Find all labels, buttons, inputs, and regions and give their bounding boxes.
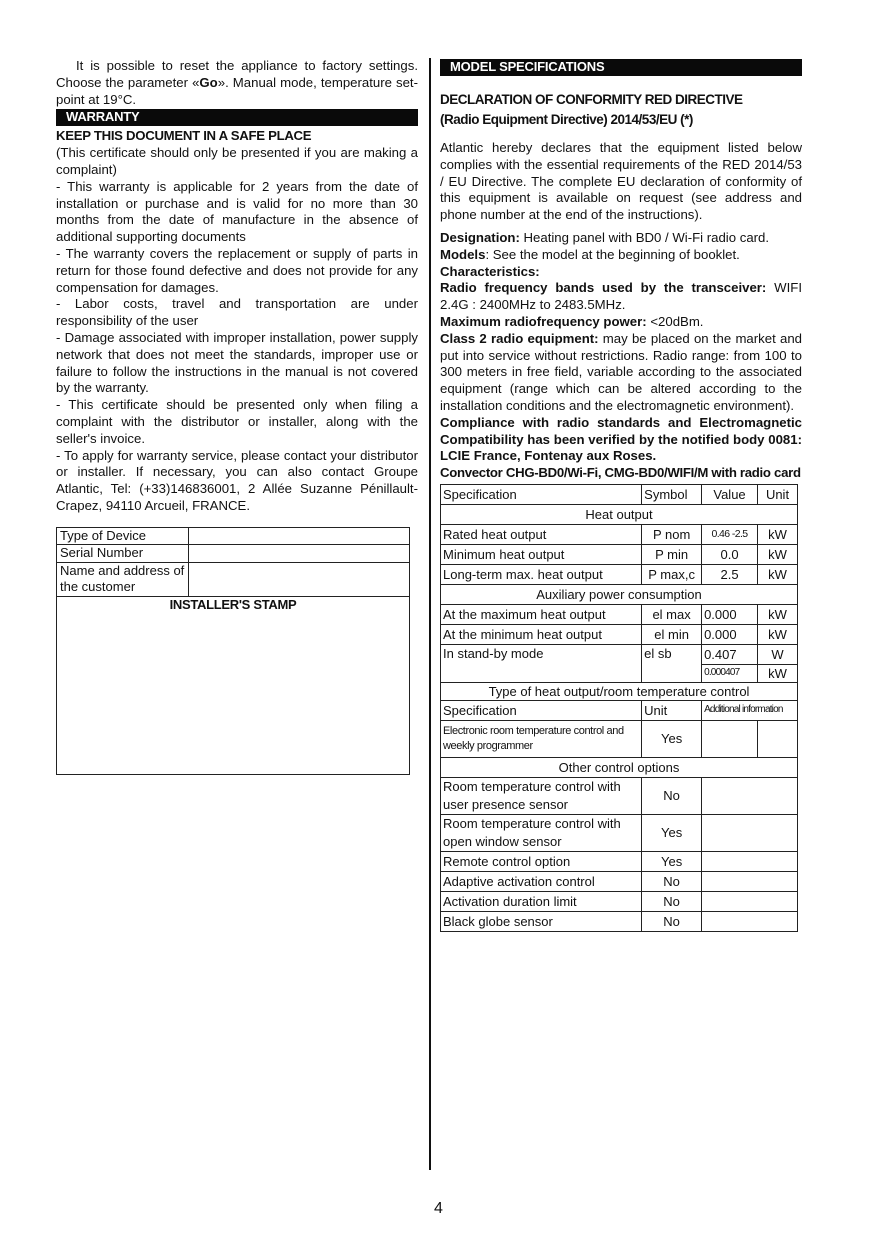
value-cell: Yes — [642, 851, 702, 871]
left-column — [56, 58, 418, 775]
unit-cell: kW — [758, 524, 798, 544]
spec-cell: Activation duration limit — [441, 891, 642, 911]
warranty-item: (This certificate should only be presented if you are making a complaint) — [56, 145, 418, 177]
compliance-text: Compliance with radio standards and Electromagnetic Compatibility has been verified by the notified body 0081: LCIE France, Fontenay aux Roses. — [440, 414, 802, 464]
heat-output-title: Heat output — [441, 504, 798, 524]
type-of-device-field[interactable] — [189, 527, 410, 545]
column-divider — [429, 58, 431, 1170]
warranty-item: - Labor costs, travel and transportation are under responsibility of the user — [56, 296, 418, 329]
value-cell: 2.5 — [702, 564, 758, 584]
spec-cell: Electronic room temperature control and weekly programmer — [441, 720, 642, 757]
spec-cell: Black globe sensor — [441, 911, 642, 931]
designation-value: Heating panel with BD0 / Wi-Fi radio card. — [519, 229, 770, 245]
go-parameter: Go — [199, 74, 218, 90]
serial-number-field[interactable] — [189, 545, 410, 563]
warranty-item: - This warranty is applicable for 2 years from the date of installation or purchase and is valid for no more than 30 months from the date of manufacture in the absence of additional supporting documents — [56, 178, 418, 245]
class2-label: Class 2 radio equipment: — [440, 330, 599, 346]
certificate-row-type — [57, 527, 410, 545]
declaration-title-line-2: (Radio Equipment Directive) 2014/53/EU (*) — [440, 112, 693, 127]
spec-cell: In stand-by mode — [441, 644, 642, 682]
symbol-cell: el min — [642, 624, 702, 644]
table-row — [441, 911, 798, 931]
serial-number-label: Serial Number — [57, 545, 189, 563]
symbol-cell: P nom — [642, 524, 702, 544]
customer-name-label: Name and address of the customer — [57, 562, 189, 596]
warranty-item: - This certificate should be presented only when filing a complaint with the distributor or installer, along with the seller's invoice. — [56, 397, 418, 446]
spec-col-header: Specification — [441, 700, 642, 720]
unit-cell: kW — [758, 624, 798, 644]
installer-stamp-box: INSTALLER'S STAMP — [57, 596, 410, 774]
model-specifications-heading: MODEL SPECIFICATIONS — [440, 59, 802, 76]
info-cell — [702, 871, 798, 891]
radio-bands-value: WIFI 2.4G : 2400MHz to 2483.5MHz. — [440, 280, 802, 313]
value-cell: No — [642, 911, 702, 931]
symbol-col-header: Symbol — [642, 484, 702, 504]
standby-row — [441, 644, 798, 664]
right-column — [440, 58, 802, 932]
declaration-title — [440, 90, 802, 130]
declaration-title-line-1: DECLARATION OF CONFORMITY RED DIRECTIVE — [440, 92, 743, 107]
unit-cell: kW — [758, 664, 798, 682]
control-title-row — [441, 682, 798, 700]
aux-power-title: Auxiliary power consumption — [441, 584, 798, 604]
heat-output-title-row — [441, 504, 798, 524]
class2-value: may be placed on the market and put into service without restrictions. Radio range: from 100 to 300 meters in free field, variable according to the associated equipment (range which can be altered according to the installation conditions and the electromagnetic environment). — [440, 330, 802, 413]
value-cell: 0.000407 — [702, 664, 758, 682]
value-cell: No — [642, 891, 702, 911]
models-label: Models — [440, 246, 486, 262]
value-cell: 0.0 — [702, 544, 758, 564]
spec-cell: At the minimum heat output — [441, 624, 642, 644]
page-number: 4 — [434, 1200, 443, 1217]
table-row — [441, 624, 798, 644]
table-row — [441, 851, 798, 871]
spacer — [440, 130, 802, 140]
reset-text-start: It is possible to reset the appliance to factory settings. Choose the parameter « — [56, 58, 418, 90]
unit-col-header: Unit — [758, 484, 798, 504]
unit-cell: kW — [758, 564, 798, 584]
class2-line — [440, 331, 802, 415]
table-row — [441, 564, 798, 584]
value-cell: Yes — [642, 720, 702, 757]
unit-col-header: Unit — [642, 700, 702, 720]
value-cell: Yes — [642, 814, 702, 851]
designation-line — [440, 230, 802, 247]
value-cell: No — [642, 777, 702, 814]
spec-cell: Room temperature control with user presence sensor — [441, 777, 642, 814]
spec-cell: Room temperature control with open window sensor — [441, 814, 642, 851]
table-row — [441, 524, 798, 544]
info-cell — [702, 814, 798, 851]
spec-cell: Minimum heat output — [441, 544, 642, 564]
info-cell — [702, 720, 758, 757]
table-row — [441, 777, 798, 814]
value-cell: 0.407 — [702, 644, 758, 664]
additional-info-header: Additional information — [702, 700, 798, 720]
spec-col-header: Specification — [441, 484, 642, 504]
spec-cell: Adaptive activation control — [441, 871, 642, 891]
radio-bands-line — [440, 280, 802, 314]
certificate-row-customer — [57, 562, 410, 596]
specification-table — [440, 484, 798, 932]
info-cell — [702, 911, 798, 931]
models-line — [440, 247, 802, 264]
certificate-row-stamp — [57, 596, 410, 774]
max-power-label: Maximum radiofrequency power: — [440, 313, 647, 329]
table-row — [441, 814, 798, 851]
reset-paragraph — [56, 58, 418, 108]
warranty-certificate-table — [56, 527, 410, 775]
symbol-cell: P max,c — [642, 564, 702, 584]
warranty-item: - To apply for warranty service, please contact your distributor or installer. If necessary, you can also contact Groupe Atlantic, Tel: (+33)146836001, 2 Allée Suzanne Pénillault-Crapez, 94110 Arcueil, FRANCE. — [56, 447, 418, 513]
type-of-device-label: Type of Device — [57, 527, 189, 545]
other-title-row — [441, 757, 798, 777]
spec-cell: Rated heat output — [441, 524, 642, 544]
table-row — [441, 604, 798, 624]
table-row — [441, 720, 798, 757]
reset-text-end: ». Manual mode, temperature set-point at 19°C. — [56, 74, 418, 107]
certificate-row-serial — [57, 545, 410, 563]
radio-bands-label: Radio frequency bands used by the transceiver: — [440, 280, 767, 296]
info-cell — [702, 891, 798, 911]
unit-cell: kW — [758, 604, 798, 624]
info-cell — [702, 851, 798, 871]
info-cell — [758, 720, 798, 757]
control-type-title: Type of heat output/room temperature control — [441, 682, 798, 700]
other-options-title: Other control options — [441, 757, 798, 777]
symbol-cell: el sb — [642, 644, 702, 682]
unit-cell: W — [758, 644, 798, 664]
table-row — [441, 871, 798, 891]
symbol-cell: P min — [642, 544, 702, 564]
declaration-text: Atlantic hereby declares that the equipment listed below complies with the essential requirements of the RED 2014/53 / EU Directive. The complete EU declaration of conformity of this equipment is available on request (see address and phone number at the end of the instructions). — [440, 140, 802, 223]
value-col-header: Value — [702, 484, 758, 504]
warranty-heading: WARRANTY — [56, 109, 418, 126]
spec-cell: Long-term max. heat output — [441, 564, 642, 584]
spec-header-row — [441, 484, 798, 504]
value-cell: No — [642, 871, 702, 891]
control-header-row — [441, 700, 798, 720]
spec-cell: Remote control option — [441, 851, 642, 871]
spec-cell: At the maximum heat output — [441, 604, 642, 624]
max-power-value: <20dBm. — [646, 313, 704, 329]
value-cell: 0.000 — [702, 624, 758, 644]
models-value: : See the model at the beginning of booklet. — [485, 246, 740, 262]
value-cell: 0.46 -2.5 — [702, 524, 758, 544]
convector-text: Convector CHG-BD0/Wi-Fi, CMG-BD0/WIFI/M with radio card — [440, 465, 801, 481]
info-cell — [702, 777, 798, 814]
characteristics-label: Characteristics: — [440, 263, 540, 279]
designation-label: Designation: — [440, 229, 520, 245]
table-row — [441, 891, 798, 911]
warranty-item: - Damage associated with improper installation, power supply network that does not meet the standards, improper use or failure to follow the instructions in the manual is not covered by the warranty. — [56, 329, 418, 396]
max-power-line — [440, 314, 802, 331]
keep-document-title: KEEP THIS DOCUMENT IN A SAFE PLACE — [56, 128, 312, 144]
symbol-cell: el max — [642, 604, 702, 624]
warranty-item: - The warranty covers the replacement or supply of parts in return for those found defective and does not provide for any compensation for damages. — [56, 245, 418, 295]
table-row — [441, 544, 798, 564]
aux-title-row — [441, 584, 798, 604]
unit-cell: kW — [758, 544, 798, 564]
customer-name-field[interactable] — [189, 562, 410, 596]
value-cell: 0.000 — [702, 604, 758, 624]
